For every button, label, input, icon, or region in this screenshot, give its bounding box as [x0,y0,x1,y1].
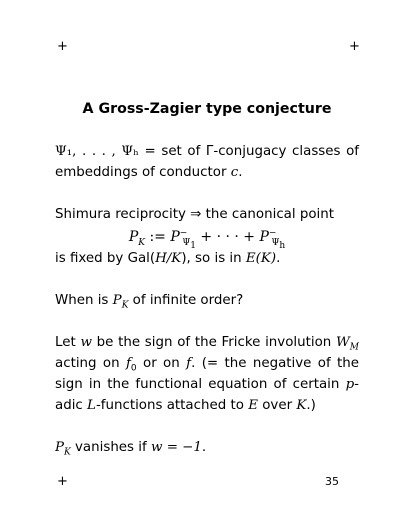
corner-mark-top-right: + [349,39,360,54]
prime-symbol: p [345,377,355,392]
paragraph-text: Shimura reciprocity ⇒ the canonical point [55,207,335,222]
form-symbol: f [125,356,131,371]
fricke-symbol: W [336,335,350,350]
paragraph-text: . [238,165,243,180]
paragraph-text: or on [136,356,187,371]
paragraph-text: acting on [55,356,126,371]
paragraph-text: -adic [55,377,359,413]
paragraph-text: is fixed by Gal( [55,251,156,266]
paragraph-text: over [257,398,297,413]
curve-symbol: E [248,398,258,413]
point-symbol: P [112,293,122,308]
l-function-symbol: L [87,398,96,413]
point-subscript: K [121,300,129,311]
paragraph-text: . [276,251,281,266]
point-subscript: K [64,447,71,458]
corner-mark-bottom-left: + [57,474,68,489]
paragraph-text: . [201,440,207,455]
page-number: 35 [325,475,339,488]
paragraph-text: ), so is in [181,251,246,266]
paragraph-text: = set of Γ-conjugacy classes of embeddings of conductor [55,144,359,180]
paragraph-text: . (= the negative of the sign in the functional equation of certain [55,356,360,392]
sign-equation: w = −1 [150,440,202,455]
paragraph-embeddings [55,141,359,183]
paragraph-text: vanishes if [70,440,151,455]
sign-symbol: w [80,335,92,350]
fricke-subscript: M [349,342,359,353]
paragraph-vanishing [55,437,359,458]
paragraph-text: of infinite order? [128,293,244,308]
conductor-symbol: c [230,165,239,180]
corner-mark-top-left: + [57,39,68,54]
form-symbol: f [186,356,192,371]
slide-title: A Gross-Zagier type conjecture [82,101,332,117]
form-subscript: 0 [130,363,137,374]
formula-canonical-point: $P_K$ := $P^-_{\Psi_1}$ + · · · + $P^-_{\Psi_h}$ [128,228,286,251]
paragraph-galois [55,248,359,269]
paragraph-text: be the sign of the Fricke involution [91,335,336,350]
point-symbol: P [55,440,65,455]
paragraph-question [55,290,359,311]
group-symbol: H/K [155,251,182,266]
field-symbol: E(K) [245,251,277,266]
field-symbol: K [296,398,307,413]
paragraph-reciprocity [55,204,359,225]
paragraph-text: Let [55,335,81,350]
paragraph-text: .) [306,398,316,413]
paragraph-text: When is [55,293,113,308]
slide-content [55,98,359,458]
psi-list: Ψ₁, . . . , Ψₕ [55,144,139,159]
paragraph-text: -functions attached to [95,398,249,413]
paragraph-fricke [55,332,359,416]
